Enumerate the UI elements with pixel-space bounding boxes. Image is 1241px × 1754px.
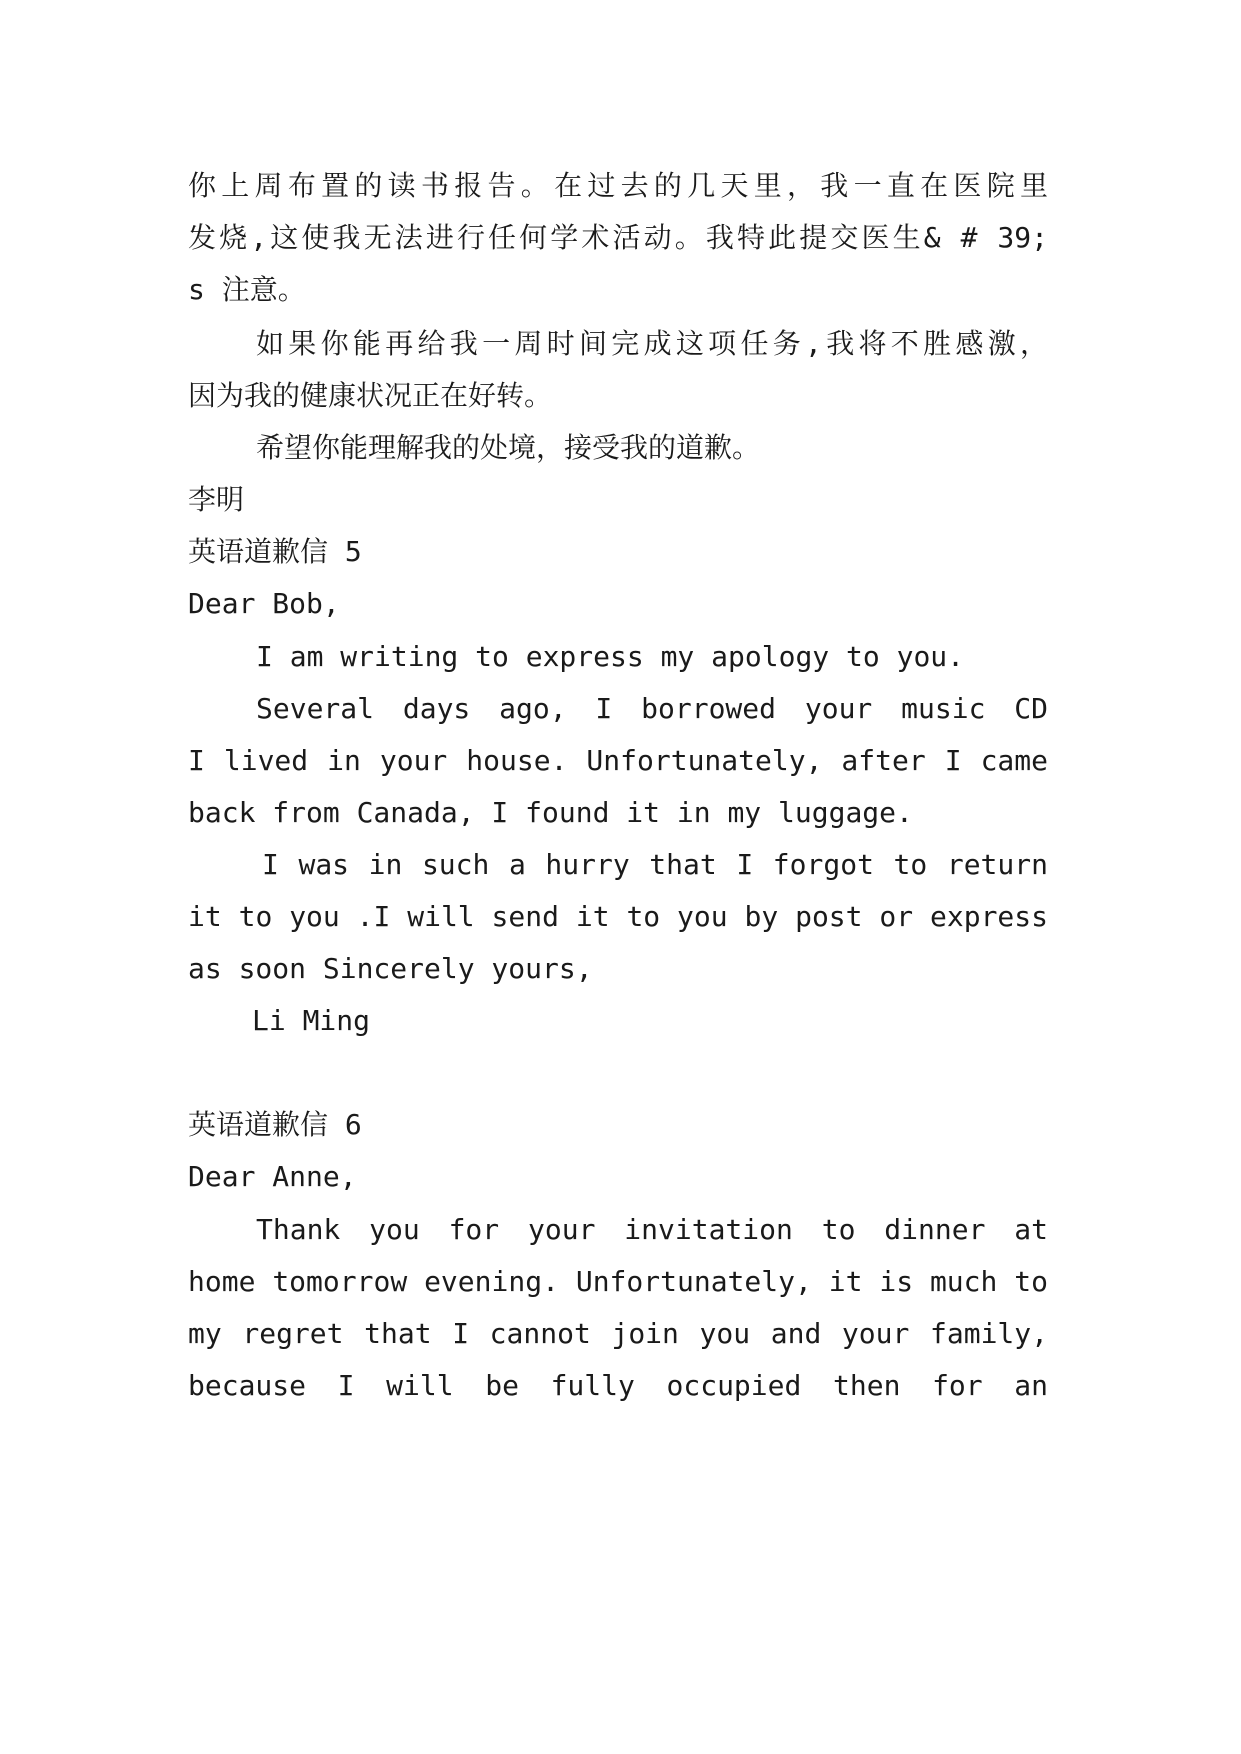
body-text-line: it to you .I will send it to you by post or express xyxy=(188,900,1048,933)
body-text-line: Several days ago, I borrowed your music CD xyxy=(256,692,1048,725)
body-text-line: my regret that I cannot join you and your family, xyxy=(188,1317,1048,1350)
signature-li-ming: Li Ming xyxy=(252,1004,371,1037)
body-text-line: 希望你能理解我的处境，接受我的道歉。 xyxy=(256,431,761,464)
section-heading-letter-6: 英语道歉信 6 xyxy=(188,1108,362,1141)
section-heading-letter-5: 英语道歉信 5 xyxy=(188,535,362,568)
closing-sincerely: as soon Sincerely yours, xyxy=(188,952,593,985)
body-text-line: I was in such a hurry that I forgot to return xyxy=(262,848,1048,881)
body-text-line: I lived in your house. Unfortunately, after I came xyxy=(188,744,1048,777)
body-text-line: back from Canada, I found it in my luggage. xyxy=(188,796,913,829)
salutation-dear-anne: Dear Anne, xyxy=(188,1160,357,1193)
body-text-line: 你上周布置的读书报告。在过去的几天里，我一直在医院里 xyxy=(188,169,1048,202)
body-text-line: I am writing to express my apology to you. xyxy=(256,640,965,673)
salutation-dear-bob: Dear Bob, xyxy=(188,587,340,620)
body-text-line: home tomorrow evening. Unfortunately, it is much to xyxy=(188,1265,1048,1298)
body-text-line: because I will be fully occupied then for an xyxy=(188,1369,1048,1402)
body-text-line: s 注意。 xyxy=(188,273,306,306)
signature-li-ming-chinese: 李明 xyxy=(188,483,245,516)
body-text-line: 发烧,这使我无法进行任何学术活动。我特此提交医生& # 39; xyxy=(188,221,1048,254)
body-text-line: Thank you for your invitation to dinner at xyxy=(256,1213,1048,1246)
body-text-line: 如果你能再给我一周时间完成这项任务,我将不胜感激， xyxy=(256,327,1048,360)
body-text-line: 因为我的健康状况正在好转。 xyxy=(188,379,553,412)
